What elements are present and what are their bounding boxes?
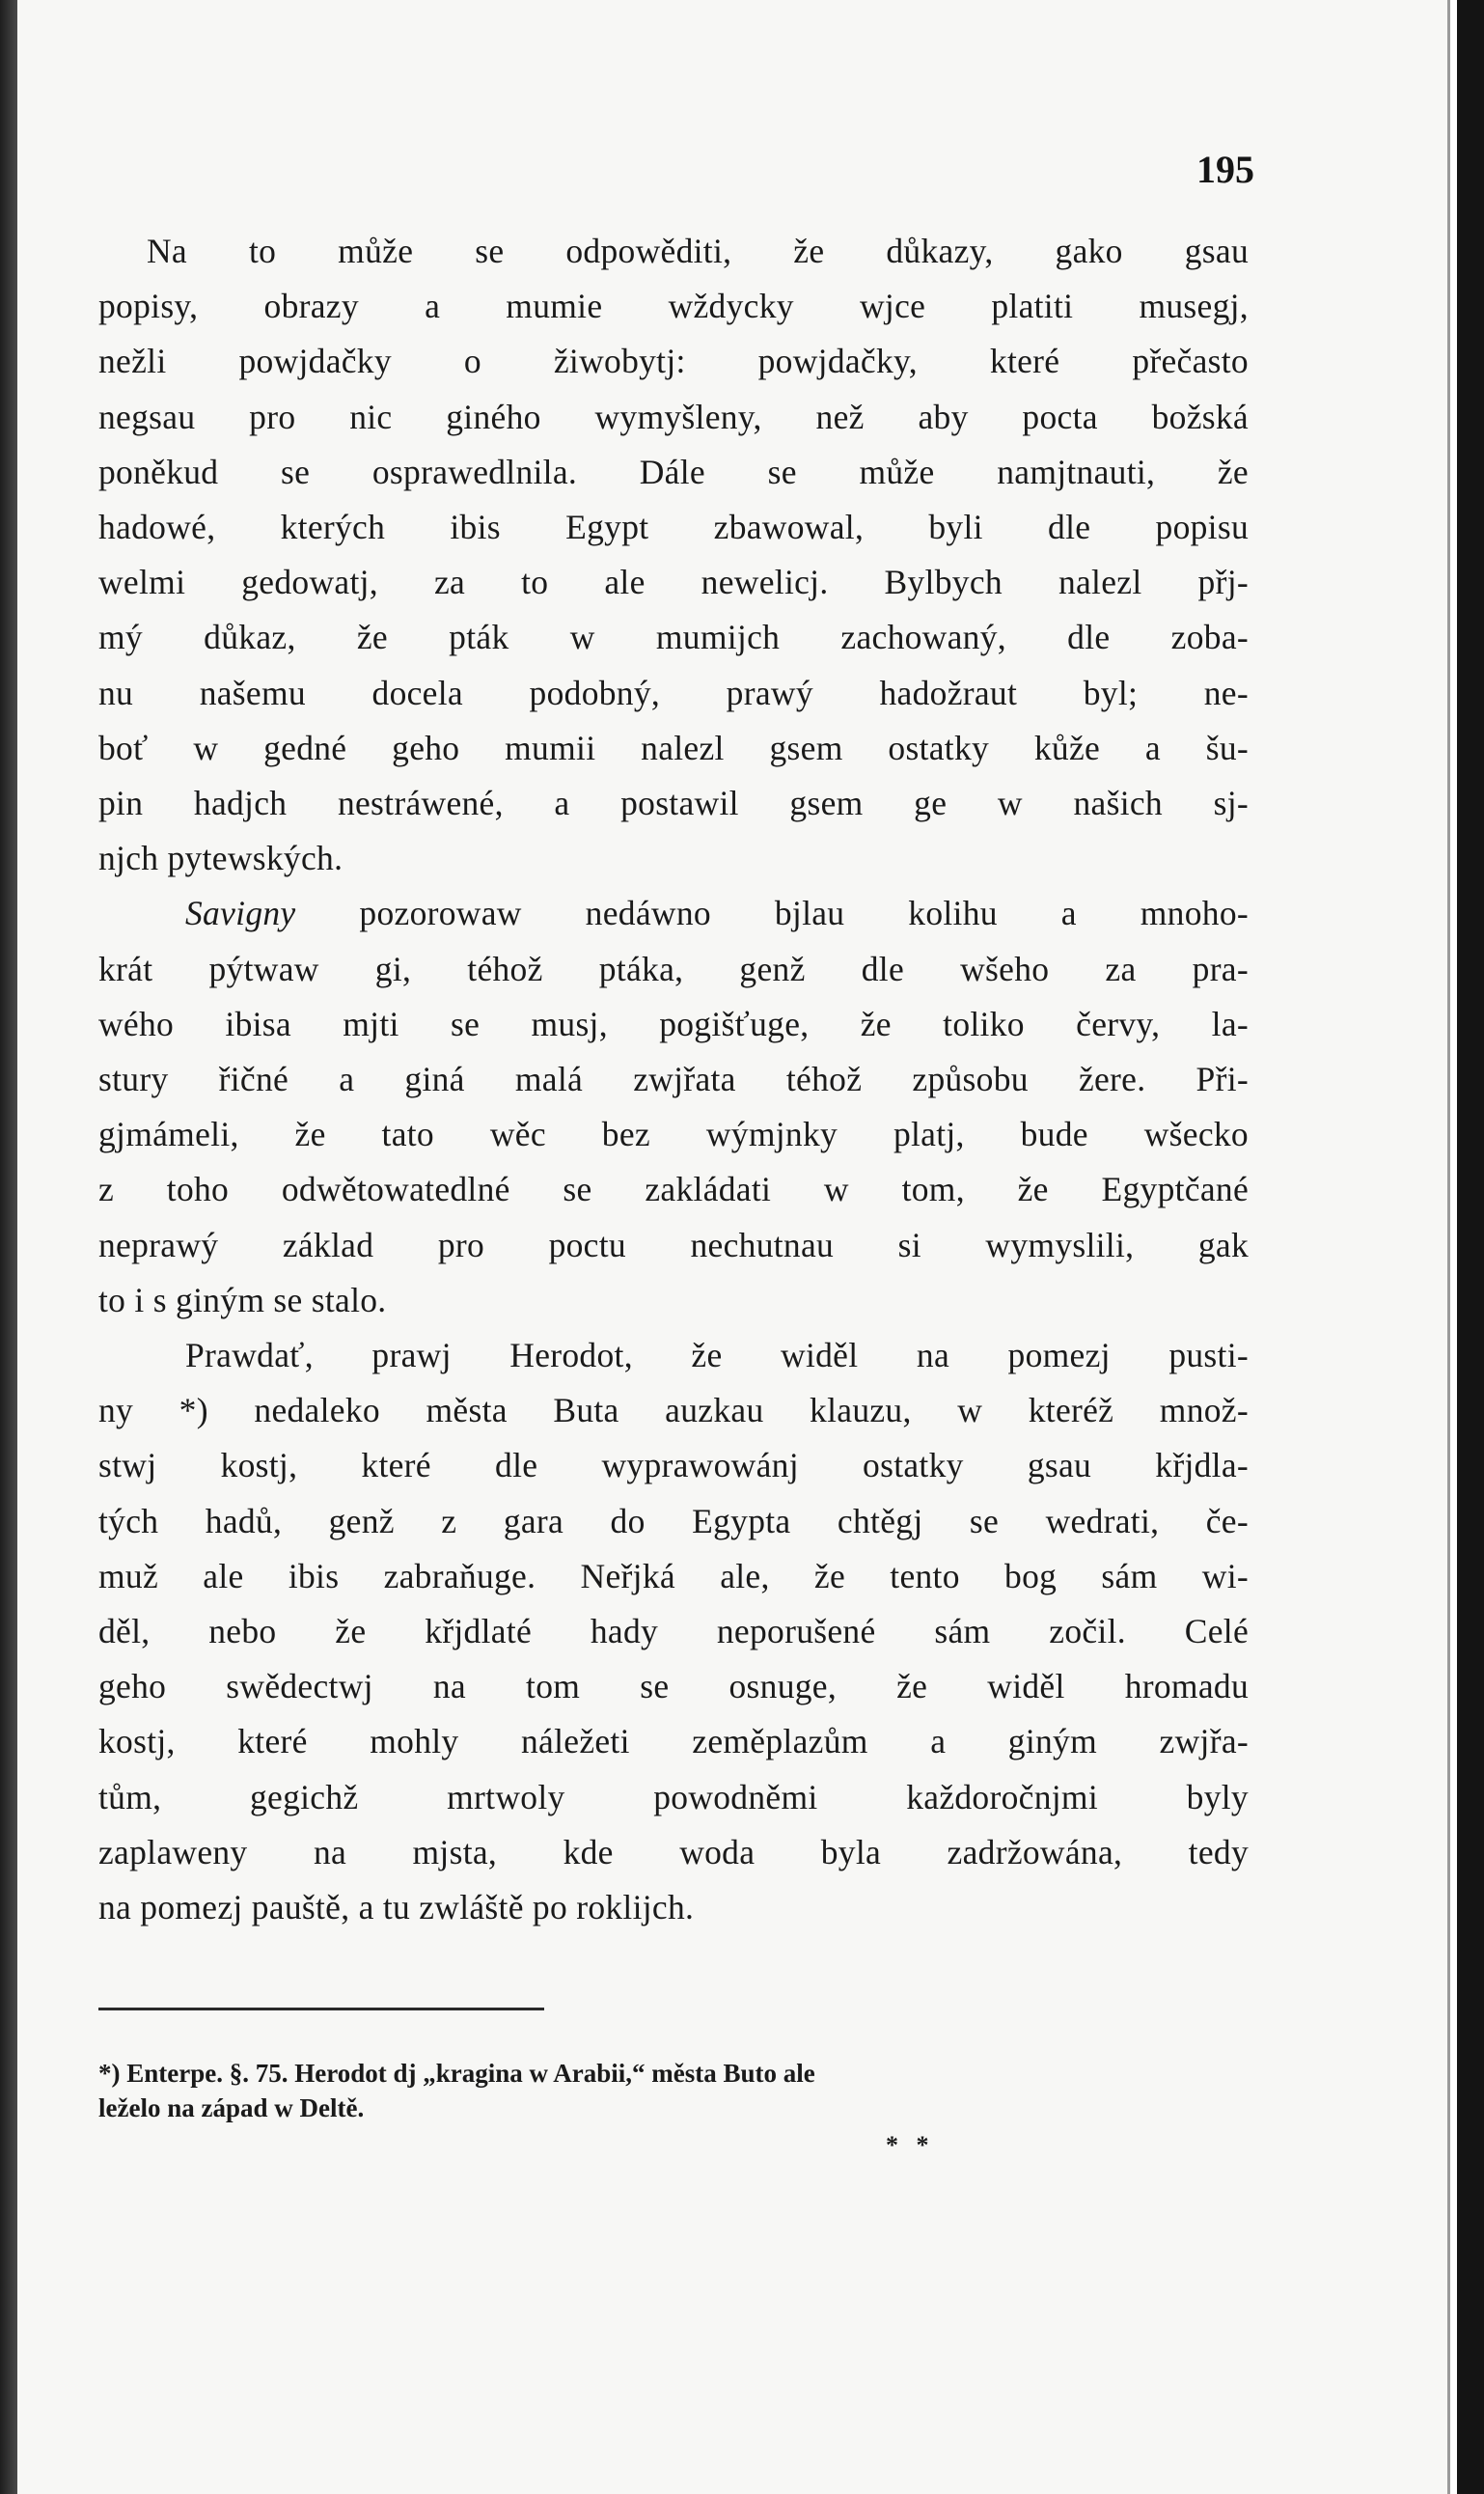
text-line: negsau pro nic giného wymyšleny, než aby pocta božská	[98, 397, 1249, 436]
text-line: boť w gedné geho mumii nalezl gsem ostatky kůže a šu-	[98, 728, 1249, 767]
text-line: to i s giným se stalo.	[98, 1280, 387, 1319]
text-line-rest: pozorowaw nedáwno bjlau kolihu a mnoho-	[295, 894, 1249, 933]
text-line: wého ibisa mjti se musj, pogišťuge, že toliko červy, la-	[98, 1004, 1249, 1043]
text-line: z toho odwětowatedlné se zakládati w tom, že Egyptčané	[98, 1170, 1249, 1209]
text-line: kostj, které mohly náležeti zeměplazům a giným zwjřa-	[98, 1722, 1249, 1761]
scan-edge-left	[0, 0, 17, 2494]
author-name-savigny: Savigny	[185, 894, 296, 933]
paragraph-2	[98, 886, 1249, 1328]
text-line: neprawý základ pro poctu nechutnau si wymyslili, gak	[98, 1225, 1249, 1264]
text-line: Prawdať, prawj Herodot, že widěl na pomezj pusti-	[185, 1336, 1249, 1375]
text-line: krát pýtwaw gi, téhož ptáka, genž dle wšeho za pra-	[98, 949, 1249, 988]
text-line: njch pytewských.	[98, 839, 344, 878]
text-line: ny *) nedaleko města Buta auzkau klauzu, w kteréž množ-	[98, 1391, 1249, 1430]
scan-edge-line	[1447, 0, 1450, 2494]
footnote	[98, 2056, 1249, 2125]
text-line: tům, gegichž mrtwoly powodněmi každoročnjmi byly	[98, 1777, 1249, 1816]
text-line: poněkud se osprawedlnila. Dále se může namjtnauti, že	[98, 452, 1249, 491]
text-line: stwj kostj, které dle wyprawowánj ostatky gsau křjdla-	[98, 1446, 1249, 1485]
text-line	[98, 886, 1249, 941]
text-line: nu našemu docela podobný, prawý hadožraut byl; ne-	[98, 673, 1249, 712]
page-number: 195	[1196, 148, 1254, 191]
text-line: tých hadů, genž z gara do Egypta chtěgj se wedrati, če-	[98, 1501, 1249, 1540]
text-line: geho swědectwj na tom se osnuge, že widěl hromadu	[98, 1667, 1249, 1706]
text-line: nežli powjdačky o žiwobytj: powjdačky, které přečasto	[98, 342, 1249, 381]
text-line: děl, nebo že křjdlaté hady neporušené sám zočil. Celé	[98, 1612, 1249, 1651]
text-line: na pomezj pauště, a tu zwláště po roklijch.	[98, 1888, 695, 1927]
text-line: gjmámeli, že tato wěc bez wýmjnky platj, bude wšecko	[98, 1115, 1249, 1154]
footnote-line: leželo na západ w Deltě.	[98, 2093, 365, 2122]
text-line: welmi gedowatj, za to ale newelicj. Bylbych nalezl přj-	[98, 563, 1249, 602]
scan-edge-right	[1457, 0, 1484, 2494]
signature-mark: * *	[886, 2131, 935, 2159]
paragraph-1	[98, 224, 1249, 886]
text-line: mý důkaz, že pták w mumijch zachowaný, dle zoba-	[98, 618, 1249, 657]
text-line: pin hadjch nestráwené, a postawil gsem ge w našich sj-	[98, 784, 1249, 823]
text-line: Na to může se odpowěditi, že důkazy, gako gsau	[147, 232, 1249, 270]
text-line: muž ale ibis zabraňuge. Neřjká ale, že tento bog sám wi-	[98, 1556, 1249, 1595]
footnote-line: *) Enterpe. §. 75. Herodot dj „kragina w Arabii,“ města Buto ale	[98, 2059, 815, 2088]
text-line: hadowé, kterých ibis Egypt zbawowal, byli dle popisu	[98, 508, 1249, 547]
text-line: zaplaweny na mjsta, kde woda byla zadržowána, tedy	[98, 1832, 1249, 1871]
body-text	[98, 224, 1249, 1935]
paragraph-3	[98, 1328, 1249, 1935]
footnote-rule	[98, 2008, 544, 2010]
text-line: stury řičné a giná malá zwjřata téhož způsobu žere. Při-	[98, 1060, 1249, 1099]
text-line: popisy, obrazy a mumie wždycky wjce platiti musegj,	[98, 287, 1249, 326]
